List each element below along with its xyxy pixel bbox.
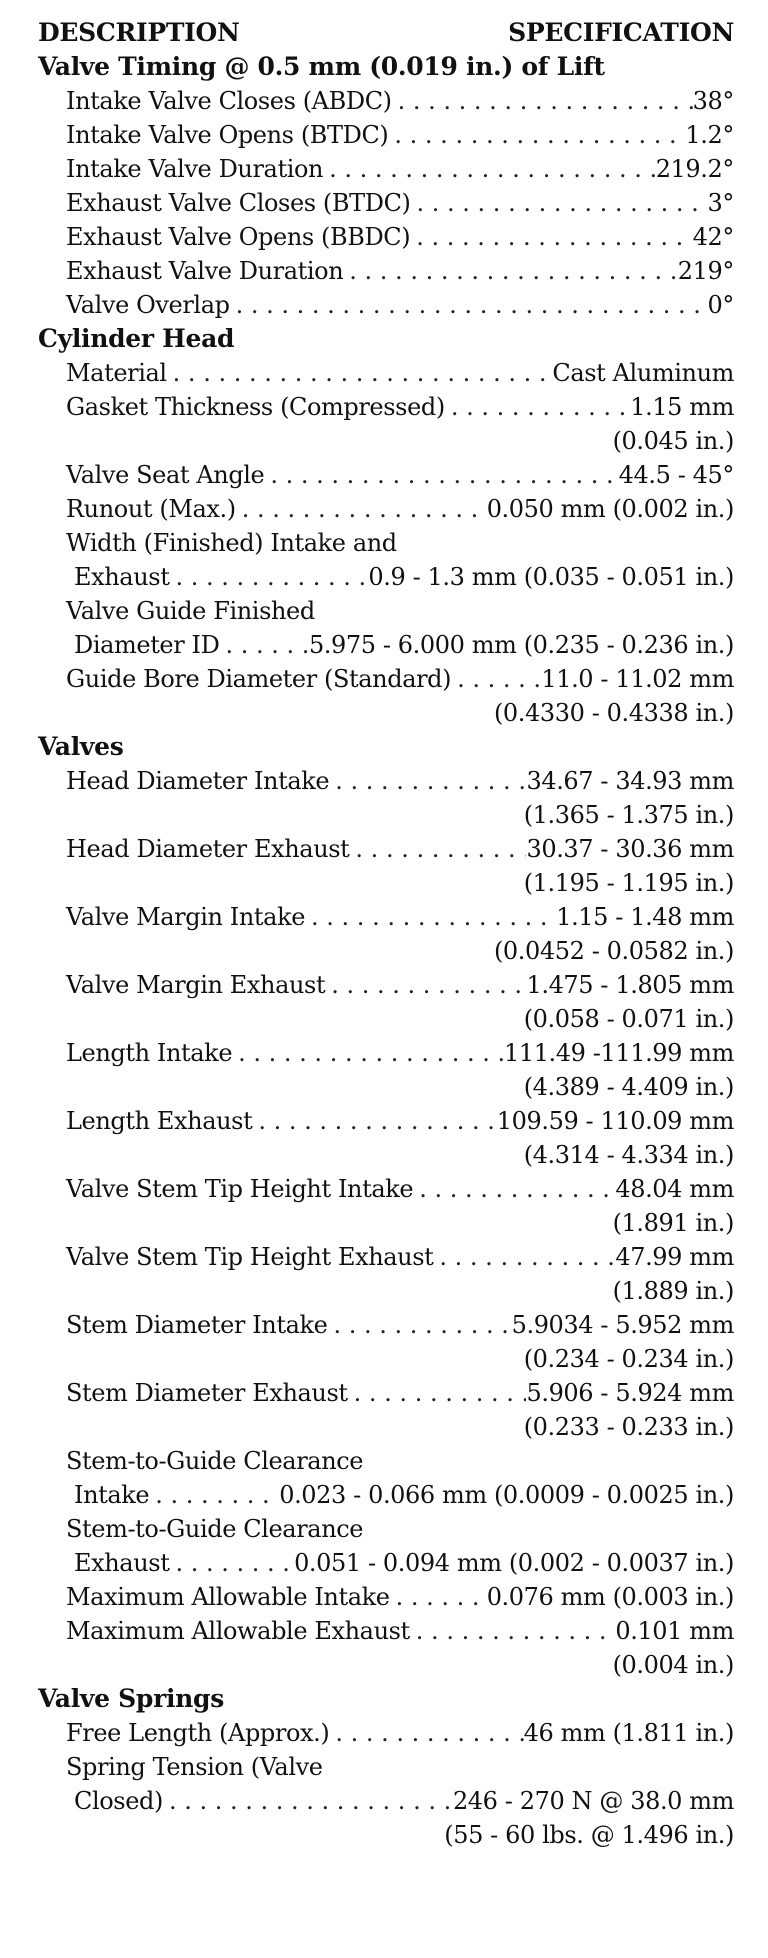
spec-label-line: Stem-to-Guide Clearance: [66, 1515, 364, 1543]
spec-label: Intake Valve Opens (BTDC): [66, 121, 389, 149]
spec-row: [38, 628, 734, 662]
spec-sections: [38, 50, 734, 1852]
spec-row: [38, 220, 734, 254]
dot-leader: [149, 1478, 279, 1512]
spec-value-imperial: (1.195 - 1.195 in.): [523, 869, 734, 897]
spec-value-imperial: (4.389 - 4.409 in.): [523, 1073, 734, 1101]
spec-value-imperial: (0.234 - 0.234 in.): [523, 1345, 734, 1373]
dot-leader: [433, 1240, 615, 1274]
spec-value-imperial: (0.0452 - 0.0582 in.): [493, 937, 734, 965]
spec-label: Closed): [74, 1787, 163, 1815]
spec-value-imperial: (1.891 in.): [612, 1209, 734, 1237]
spec-value: 1.15 - 1.48 mm: [556, 903, 734, 931]
spec-value: 1.2°: [685, 121, 734, 149]
spec-label: Stem Diameter Exhaust: [66, 1379, 348, 1407]
spec-label-line: Stem-to-Guide Clearance: [66, 1447, 364, 1475]
dot-leader: [390, 1580, 487, 1614]
spec-value: 42°: [692, 223, 734, 251]
spec-row: [38, 560, 734, 594]
specification-header: SPECIFICATION: [508, 17, 734, 47]
spec-row: [38, 1036, 734, 1070]
spec-row: [38, 458, 734, 492]
dot-leader: [388, 118, 685, 152]
spec-row: [38, 118, 734, 152]
spec-value-imperial: (0.045 in.): [612, 427, 734, 455]
dot-leader: [411, 186, 708, 220]
spec-row: [38, 1172, 734, 1206]
spec-value: 0.050 mm (0.002 in.): [486, 495, 734, 523]
spec-label: Gasket Thickness (Compressed): [66, 393, 445, 421]
spec-value: 0.101 mm: [615, 1617, 734, 1645]
dot-leader: [329, 764, 526, 798]
dot-leader: [348, 1376, 527, 1410]
dot-leader: [219, 628, 308, 662]
spec-value: 38°: [692, 87, 734, 115]
dot-leader: [451, 662, 541, 696]
spec-row: [38, 390, 734, 424]
dot-leader: [410, 1614, 616, 1648]
spec-value: 3°: [707, 189, 734, 217]
dot-leader: [329, 1716, 523, 1750]
spec-value-imperial: (55 - 60 lbs. @ 1.496 in.): [444, 1821, 734, 1849]
spec-value-imperial: (0.004 in.): [612, 1651, 734, 1679]
spec-row: [38, 1376, 734, 1410]
spec-row: [38, 1784, 734, 1818]
dot-leader: [349, 832, 526, 866]
dot-leader: [167, 356, 553, 390]
dot-leader: [264, 458, 618, 492]
spec-label: Maximum Allowable Exhaust: [66, 1617, 410, 1645]
spec-row: [38, 662, 734, 696]
spec-row: [38, 1478, 734, 1512]
spec-label: Length Exhaust: [66, 1107, 253, 1135]
spec-row: [38, 1240, 734, 1274]
spec-row: [38, 1716, 734, 1750]
spec-row: [38, 288, 734, 322]
dot-leader: [236, 492, 487, 526]
dot-leader: [169, 1546, 294, 1580]
spec-value: 5.9034 - 5.952 mm: [511, 1311, 734, 1339]
dot-leader: [410, 220, 692, 254]
spec-row: [38, 1614, 734, 1648]
dot-leader: [230, 288, 708, 322]
dot-leader: [343, 254, 678, 288]
section-title: Valves: [38, 732, 124, 761]
spec-value: 46 mm (1.811 in.): [523, 1719, 734, 1747]
spec-value: 30.37 - 30.36 mm: [526, 835, 734, 863]
spec-value: 0°: [707, 291, 734, 319]
spec-row: [38, 254, 734, 288]
dot-leader: [305, 900, 556, 934]
spec-value: 109.59 - 110.09 mm: [496, 1107, 734, 1135]
spec-value: 5.906 - 5.924 mm: [526, 1379, 734, 1407]
spec-label: Valve Stem Tip Height Intake: [66, 1175, 414, 1203]
spec-value: 48.04 mm: [615, 1175, 734, 1203]
spec-label: Exhaust: [74, 1549, 170, 1577]
dot-leader: [163, 1784, 453, 1818]
spec-value: 1.15 mm: [630, 393, 734, 421]
spec-value-imperial: (0.233 - 0.233 in.): [523, 1413, 734, 1441]
spec-row: [38, 832, 734, 866]
spec-label-line: Valve Guide Finished: [66, 597, 315, 625]
spec-label: Intake Valve Duration: [66, 155, 324, 183]
spec-row: [38, 186, 734, 220]
column-header: [38, 14, 734, 50]
spec-value-imperial: (4.314 - 4.334 in.): [523, 1141, 734, 1169]
spec-row: [38, 900, 734, 934]
spec-row: [38, 152, 734, 186]
spec-value: 0.023 - 0.066 mm (0.0009 - 0.0025 in.): [279, 1481, 734, 1509]
section-title: Valve Timing @ 0.5 mm (0.019 in.) of Lift: [38, 52, 605, 81]
spec-value: 219°: [677, 257, 734, 285]
section-title: Valve Springs: [38, 1684, 224, 1713]
spec-label-line: Spring Tension (Valve: [66, 1753, 323, 1781]
spec-value-imperial: (0.058 - 0.071 in.): [523, 1005, 734, 1033]
spec-label: Diameter ID: [74, 631, 220, 659]
spec-label: Exhaust: [74, 563, 170, 591]
spec-value: 0.051 - 0.094 mm (0.002 - 0.0037 in.): [294, 1549, 734, 1577]
dot-leader: [232, 1036, 504, 1070]
spec-value: 219.2°: [655, 155, 734, 183]
spec-label: Stem Diameter Intake: [66, 1311, 328, 1339]
spec-label: Runout (Max.): [66, 495, 236, 523]
dot-leader: [325, 968, 526, 1002]
description-header: DESCRIPTION: [38, 17, 240, 47]
spec-value-imperial: (1.365 - 1.375 in.): [523, 801, 734, 829]
dot-leader: [327, 1308, 511, 1342]
spec-label: Guide Bore Diameter (Standard): [66, 665, 452, 693]
spec-row: [38, 1546, 734, 1580]
spec-label: Exhaust Valve Opens (BBDC): [66, 223, 411, 251]
spec-value: 34.67 - 34.93 mm: [526, 767, 734, 795]
spec-label: Free Length (Approx.): [66, 1719, 330, 1747]
spec-value: 0.076 mm (0.003 in.): [486, 1583, 734, 1611]
dot-leader: [169, 560, 368, 594]
spec-label: Exhaust Valve Closes (BTDC): [66, 189, 411, 217]
spec-value: 1.475 - 1.805 mm: [526, 971, 734, 999]
dot-leader: [445, 390, 630, 424]
spec-label: Length Intake: [66, 1039, 233, 1067]
section-title: Cylinder Head: [38, 324, 235, 353]
spec-label: Valve Margin Exhaust: [66, 971, 326, 999]
spec-row: [38, 1308, 734, 1342]
spec-row: [38, 1580, 734, 1614]
spec-row: [38, 84, 734, 118]
dot-leader: [252, 1104, 496, 1138]
spec-value-imperial: (1.889 in.): [612, 1277, 734, 1305]
spec-label: Valve Seat Angle: [66, 461, 265, 489]
spec-value: 47.99 mm: [615, 1243, 734, 1271]
spec-value: 44.5 - 45°: [618, 461, 734, 489]
spec-value: 11.0 - 11.02 mm: [541, 665, 734, 693]
spec-label-line: Width (Finished) Intake and: [66, 529, 397, 557]
spec-label: Head Diameter Intake: [66, 767, 330, 795]
spec-label: Head Diameter Exhaust: [66, 835, 350, 863]
spec-label: Intake Valve Closes (ABDC): [66, 87, 392, 115]
spec-value: 111.49 -111.99 mm: [503, 1039, 734, 1067]
spec-label: Valve Margin Intake: [66, 903, 306, 931]
spec-label: Intake: [74, 1481, 150, 1509]
spec-label: Material: [66, 359, 167, 387]
spec-row: [38, 764, 734, 798]
spec-label: Maximum Allowable Intake: [66, 1583, 390, 1611]
spec-row: [38, 1104, 734, 1138]
spec-document: [38, 14, 734, 1852]
spec-value: 0.9 - 1.3 mm (0.035 - 0.051 in.): [368, 563, 734, 591]
dot-leader: [413, 1172, 615, 1206]
spec-row: [38, 356, 734, 390]
spec-value: 246 - 270 N @ 38.0 mm: [452, 1787, 734, 1815]
spec-value-imperial: (0.4330 - 0.4338 in.): [493, 699, 734, 727]
dot-leader: [392, 84, 693, 118]
spec-value: 5.975 - 6.000 mm (0.235 - 0.236 in.): [308, 631, 734, 659]
spec-row: [38, 492, 734, 526]
spec-value: Cast Aluminum: [552, 359, 734, 387]
dot-leader: [323, 152, 656, 186]
spec-label: Valve Overlap: [66, 291, 230, 319]
spec-label: Exhaust Valve Duration: [66, 257, 344, 285]
spec-row: [38, 968, 734, 1002]
spec-label: Valve Stem Tip Height Exhaust: [66, 1243, 434, 1271]
